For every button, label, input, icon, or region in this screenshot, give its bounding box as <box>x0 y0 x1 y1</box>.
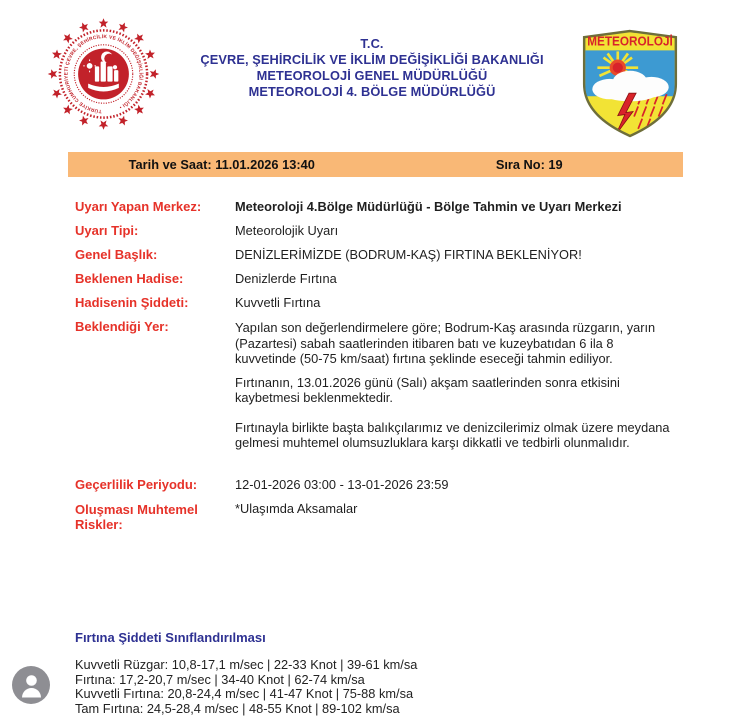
ministry-seal-icon <box>46 12 161 136</box>
classification-line-strong-wind: Kuvvetli Rüzgar: 10,8-17,1 m/sec | 22-33 Knot | 39-61 km/sa <box>75 657 418 672</box>
ministry-seal-logo <box>46 12 161 136</box>
forecast-paragraph-3: Fırtınayla birlikte başta balıkçılarımız ve denizcilerimiz olmak üzere meydana gelmesi muhtemel olumsuzluklara karşı dikkatli ve tedbirli olunmalıdır. <box>235 419 670 450</box>
shield-title-text: METEOROLOJİ <box>587 33 673 49</box>
field-row-validity-period <box>75 478 676 492</box>
field-row-issuing-center <box>75 200 676 214</box>
field-row-expected-event <box>75 272 676 286</box>
issuing-center-label: Uyarı Yapan Merkez: <box>75 199 202 214</box>
warning-details <box>75 200 676 542</box>
expected-event-label: Beklenen Hadise: <box>75 271 184 286</box>
field-row-expected-location <box>75 320 676 451</box>
header-directorate: METEOROLOJİ GENEL MÜDÜRLÜĞÜ <box>256 68 488 83</box>
event-severity-label: Hadisenin Şiddeti: <box>75 295 189 310</box>
seal-circular-text: TÜRKİYE CUMHURİYETİ ÇEVRE, ŞEHİRCİLİK VE İKLİM DEĞİŞİKLİĞİ BAKANLIĞI • <box>64 35 143 113</box>
forecast-paragraph-2: Fırtınanın, 13.01.2026 günü (Salı) akşam saatlerinden sonra etkisini kaybetmesi beklenmektedir. <box>235 374 620 405</box>
possible-risks-label: Oluşması Muhtemel Riskler: <box>75 501 198 532</box>
field-row-event-severity <box>75 296 676 310</box>
forecast-paragraph-1: Yapılan son değerlendirmelere göre; Bodrum-Kaş arasında rüzgarın, yarın (Pazartesi) sabah saatlerinden itibaren batı ve kuzeybatıdan 6 ila 8 kuvvetinde (50-75 km/saat) fırtına şeklinde eseceği tahmin ediliyor. <box>235 320 656 366</box>
header-tc: T.C. <box>360 36 384 51</box>
field-row-warning-type <box>75 224 676 238</box>
profile-avatar-button[interactable] <box>12 666 50 704</box>
classification-lines <box>75 658 705 716</box>
warning-type-label: Uyarı Tipi: <box>75 223 139 238</box>
expected-location-value <box>235 320 676 451</box>
header-ministry: ÇEVRE, ŞEHİRCİLİK VE İKLİM DEĞİŞİKLİĞİ BAKANLIĞI <box>200 52 544 67</box>
general-title-label: Genel Başlık: <box>75 247 158 262</box>
date-time-label: Tarih ve Saat: 11.01.2026 13:40 <box>128 157 315 172</box>
field-row-possible-risks <box>75 502 676 532</box>
classification-title: Fırtına Şiddeti Sınıflandırılması <box>75 630 266 645</box>
issuing-center-value: Meteoroloji 4.Bölge Müdürlüğü - Bölge Tahmin ve Uyarı Merkezi <box>235 199 622 214</box>
warning-type-value: Meteorolojik Uyarı <box>235 223 339 238</box>
storm-classification-section <box>75 630 705 716</box>
person-icon <box>13 667 50 704</box>
serial-number-label: Sıra No: 19 <box>495 157 563 172</box>
possible-risks-value: *Ulaşımda Aksamalar <box>235 500 358 516</box>
meteoroloji-shield-icon <box>579 29 681 138</box>
expected-event-value: Denizlerde Fırtına <box>235 271 337 286</box>
info-bar <box>68 152 683 177</box>
general-title-value: DENİZLERİMİZDE (BODRUM-KAŞ) FIRTINA BEKLENİYOR! <box>235 247 582 262</box>
document-header <box>162 36 582 100</box>
header-regional: METEOROLOJİ 4. BÖLGE MÜDÜRLÜĞÜ <box>248 84 496 99</box>
classification-line-strong-storm: Kuvvetli Fırtına: 20,8-24,4 m/sec | 41-47 Knot | 75-88 km/sa <box>75 686 414 702</box>
expected-location-label: Beklendiği Yer: <box>75 319 169 334</box>
meteoroloji-shield-logo <box>579 29 681 138</box>
classification-line-full-storm: Tam Fırtına: 24,5-28,4 m/sec | 48-55 Knot | 89-102 km/sa <box>75 700 400 716</box>
classification-line-storm: Fırtına: 17,2-20,7 m/sec | 34-40 Knot | 62-74 km/sa <box>75 671 365 687</box>
validity-period-value: 12-01-2026 03:00 - 13-01-2026 23:59 <box>235 476 449 492</box>
validity-period-label: Geçerlilik Periyodu: <box>75 476 198 492</box>
event-severity-value: Kuvvetli Fırtına <box>235 295 321 310</box>
field-row-general-title <box>75 248 676 262</box>
